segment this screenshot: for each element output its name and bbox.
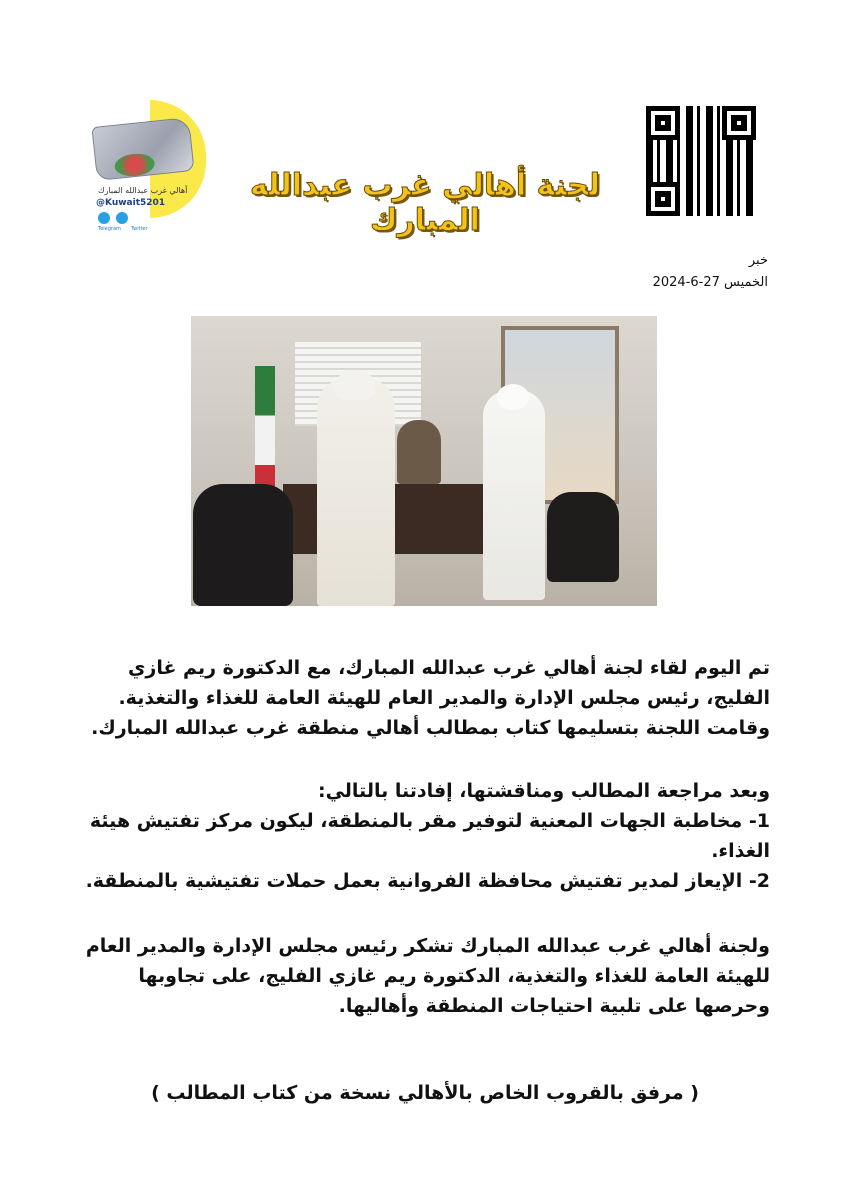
twitter-icon [116, 212, 128, 224]
qr-finder-pattern [646, 182, 680, 216]
person-seated [397, 420, 441, 484]
person-standing-left [317, 378, 395, 606]
news-meta [653, 250, 768, 294]
committee-title: لجنة أهالي غرب عبدالله المبارك [250, 168, 600, 238]
social-labels [98, 226, 148, 232]
map-icon [91, 117, 194, 181]
telegram-icon [98, 212, 110, 224]
body-paragraph: وبعد مراجعة المطالب ومناقشتها، إفادتنا بالتالي: [317, 780, 770, 802]
telegram-label: Telegram [98, 226, 121, 232]
list-item: 1- مخاطبة الجهات المعنية لتوفير مقر بالمنطقة، ليكون مركز تفتيش هيئة الغذاء. [89, 810, 770, 862]
body-paragraph: ولجنة أهالي غرب عبدالله المبارك تشكر رئيس مجلس الإدارة والمدير العام للهيئة العامة للغذاء والتغذية، الدكتورة ريم غازي الفليج، على تجاوبها وحرصها على تلبية احتياجات المنطقة وأهاليها. [85, 935, 770, 1017]
attachment-note: ( مرفق بالقروب الخاص بالأهالي نسخة من كتاب المطالب ) [151, 1082, 699, 1104]
committee-logo [90, 100, 210, 240]
qr-finder-pattern [722, 106, 756, 140]
logo-handle: @Kuwait5201 [96, 198, 166, 208]
person-standing-right [483, 390, 545, 600]
logo-org-name: أهالي غرب عبدالله المبارك [98, 186, 188, 195]
news-type-label: خبر [748, 253, 768, 268]
armchair-right [547, 492, 619, 582]
news-date: الخميس 27-6-2024 [652, 275, 768, 290]
body-paragraph: تم اليوم لقاء لجنة أهالي غرب عبدالله المبارك، مع الدكتورة ريم غازي الفليج، رئيس مجلس الإدارة والمدير العام للهيئة العامة للغذاء والتغذية. وقامت اللجنة بتسليمها كتاب بمطالب أهالي منطقة غرب عبدالله المبارك. [91, 657, 770, 739]
qr-code-icon [646, 106, 756, 216]
qr-finder-pattern [646, 106, 680, 140]
list-item: 2- الإيعاز لمدير تفتيش محافظة الفروانية بعمل حملات تفتيشية بالمنطقة. [85, 870, 770, 892]
social-icons [98, 212, 128, 224]
twitter-label: Twitter [130, 226, 148, 232]
meeting-photo [191, 316, 657, 606]
armchair-left [193, 484, 293, 606]
